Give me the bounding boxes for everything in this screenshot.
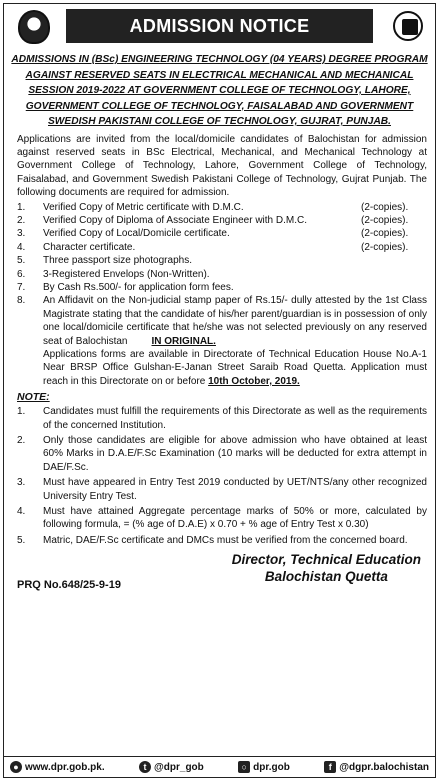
list-item: 1. Verified Copy of Metric certificate with D.M.C. (2-copies).: [17, 201, 409, 213]
instagram-link[interactable]: ○ dpr.gob: [238, 761, 290, 773]
list-item: 2. Verified Copy of Diploma of Associate Engineer with D.M.C. (2-copies).: [17, 214, 409, 226]
instagram-icon: ○: [238, 761, 250, 773]
list-item: 4. Character certificate. (2-copies).: [17, 241, 409, 253]
intro-paragraph: Applications are invited from the local/domicile candidates of Balochistan for admission against reserved seats in BSc Electrical, Mechanical, and Mechanical Technology at Government College of Technology, Lahore, Government College of Technology, Faisalabad, and Government Swedish Pakistani College of Technology, Gujrat Punjab. The following documents are required for admission.: [17, 133, 427, 199]
header: [4, 4, 435, 48]
footer: [4, 549, 435, 601]
notice-headline: ADMISSIONS IN (BSc) ENGINEERING TECHNOLOGY (04 YEARS) DEGREE PROGRAM AGAINST RESERVED SEATS IN ELECTRICAL MECHANICAL AND MECHANICAL SESSION 2019-2022 AT GOVERNMENT COLLEGE OF TECHNOLOGY, LAHORE, GOVERNMENT COLLEGE OF TECHNOLOGY, FAISALABAD AND GOVERNMENT SWEDISH PAKISTANI COLLEGE OF TECHNOLOGY, GUJRAT, PUNJAB.: [11, 54, 428, 127]
facebook-link[interactable]: f @dgpr.balochistan: [324, 761, 429, 773]
twitter-link[interactable]: t @dpr_gob: [139, 761, 204, 773]
list-item: 4. Must have attained Aggregate percentage marks of 50% or more, calculated by following formula, = (% age of D.A.E) x 0.70 + % age of Entry Test x 0.30): [17, 506, 427, 531]
globe-icon: ●: [10, 761, 22, 773]
note-heading: NOTE:: [17, 391, 50, 404]
government-emblem-logo: [18, 10, 50, 44]
application-text: Applications forms are available in Directorate of Technical Education House No.A-1 Near BRSP Office Gulshan-E-Janan Street Saraib Road Quetta. Application must reach in this Directorate on or before: [43, 349, 427, 387]
application-paragraph: [43, 348, 427, 388]
signature-title: Director, Technical Education: [231, 552, 421, 568]
in-original-emphasis: IN ORIGINAL.: [151, 335, 216, 347]
documents-list: [17, 201, 427, 348]
list-item: 6. 3-Registered Envelops (Non-Written).: [17, 268, 210, 280]
affidavit-item: 8. An Affidavit on the Non-judicial stamp paper of Rs.15/- dully attested by the 1st Class Magistrate stating that the candidate of his/her parent/guardian is in possession of only one local/domicile certificate that he/she was not selected previously on any reserved seat of Balochistan IN ORIGINAL.: [17, 295, 427, 347]
notes-list: [17, 405, 427, 547]
notice-title: ADMISSION NOTICE: [66, 9, 373, 43]
list-item: 5. Three passport size photographs.: [17, 255, 192, 267]
deadline-date: 10th October, 2019.: [208, 375, 300, 387]
list-item: 2. Only those candidates are eligible for above admission who have obtained at least 60% Marks in D.A.E/F.Sc Examination (10 marks will be deducted for extra attempt in DAE/F.Sc.: [17, 435, 427, 473]
signature-location: Balochistan Quetta: [264, 569, 388, 585]
prq-number: PRQ No.648/25-9-19: [17, 579, 121, 592]
website-link[interactable]: ● www.dpr.gob.pk.: [10, 761, 105, 773]
notice-page: [3, 3, 436, 778]
contact-bar: [4, 756, 435, 777]
list-item: 5. Matric, DAE/F.Sc certificate and DMCs must be verified from the concerned board.: [17, 534, 408, 546]
directorate-seal-logo: [393, 11, 423, 41]
facebook-icon: f: [324, 761, 336, 773]
affidavit-text: An Affidavit on the Non-judicial stamp paper of Rs.15/- dully attested by the 1st Class Magistrate stating that the candidate of his/her parent/guardian is in possession of only one local/domicile certificate that he/she was not selected previously on any reserved seat of Balochistan: [43, 295, 427, 347]
signature-block: [232, 551, 421, 585]
list-item: 1. Candidates must fulfill the requirements of this Directorate as well as the requirements of the concerned Institution.: [17, 406, 427, 431]
list-item: 3. Verified Copy of Local/Domicile certificate. (2-copies).: [17, 228, 409, 240]
twitter-icon: t: [139, 761, 151, 773]
list-item: 7. By Cash Rs.500/- for application form fees.: [17, 281, 234, 293]
list-item: 3. Must have appeared in Entry Test 2019 conducted by UET/NTS/any other recognized University Entry Test.: [17, 477, 427, 502]
